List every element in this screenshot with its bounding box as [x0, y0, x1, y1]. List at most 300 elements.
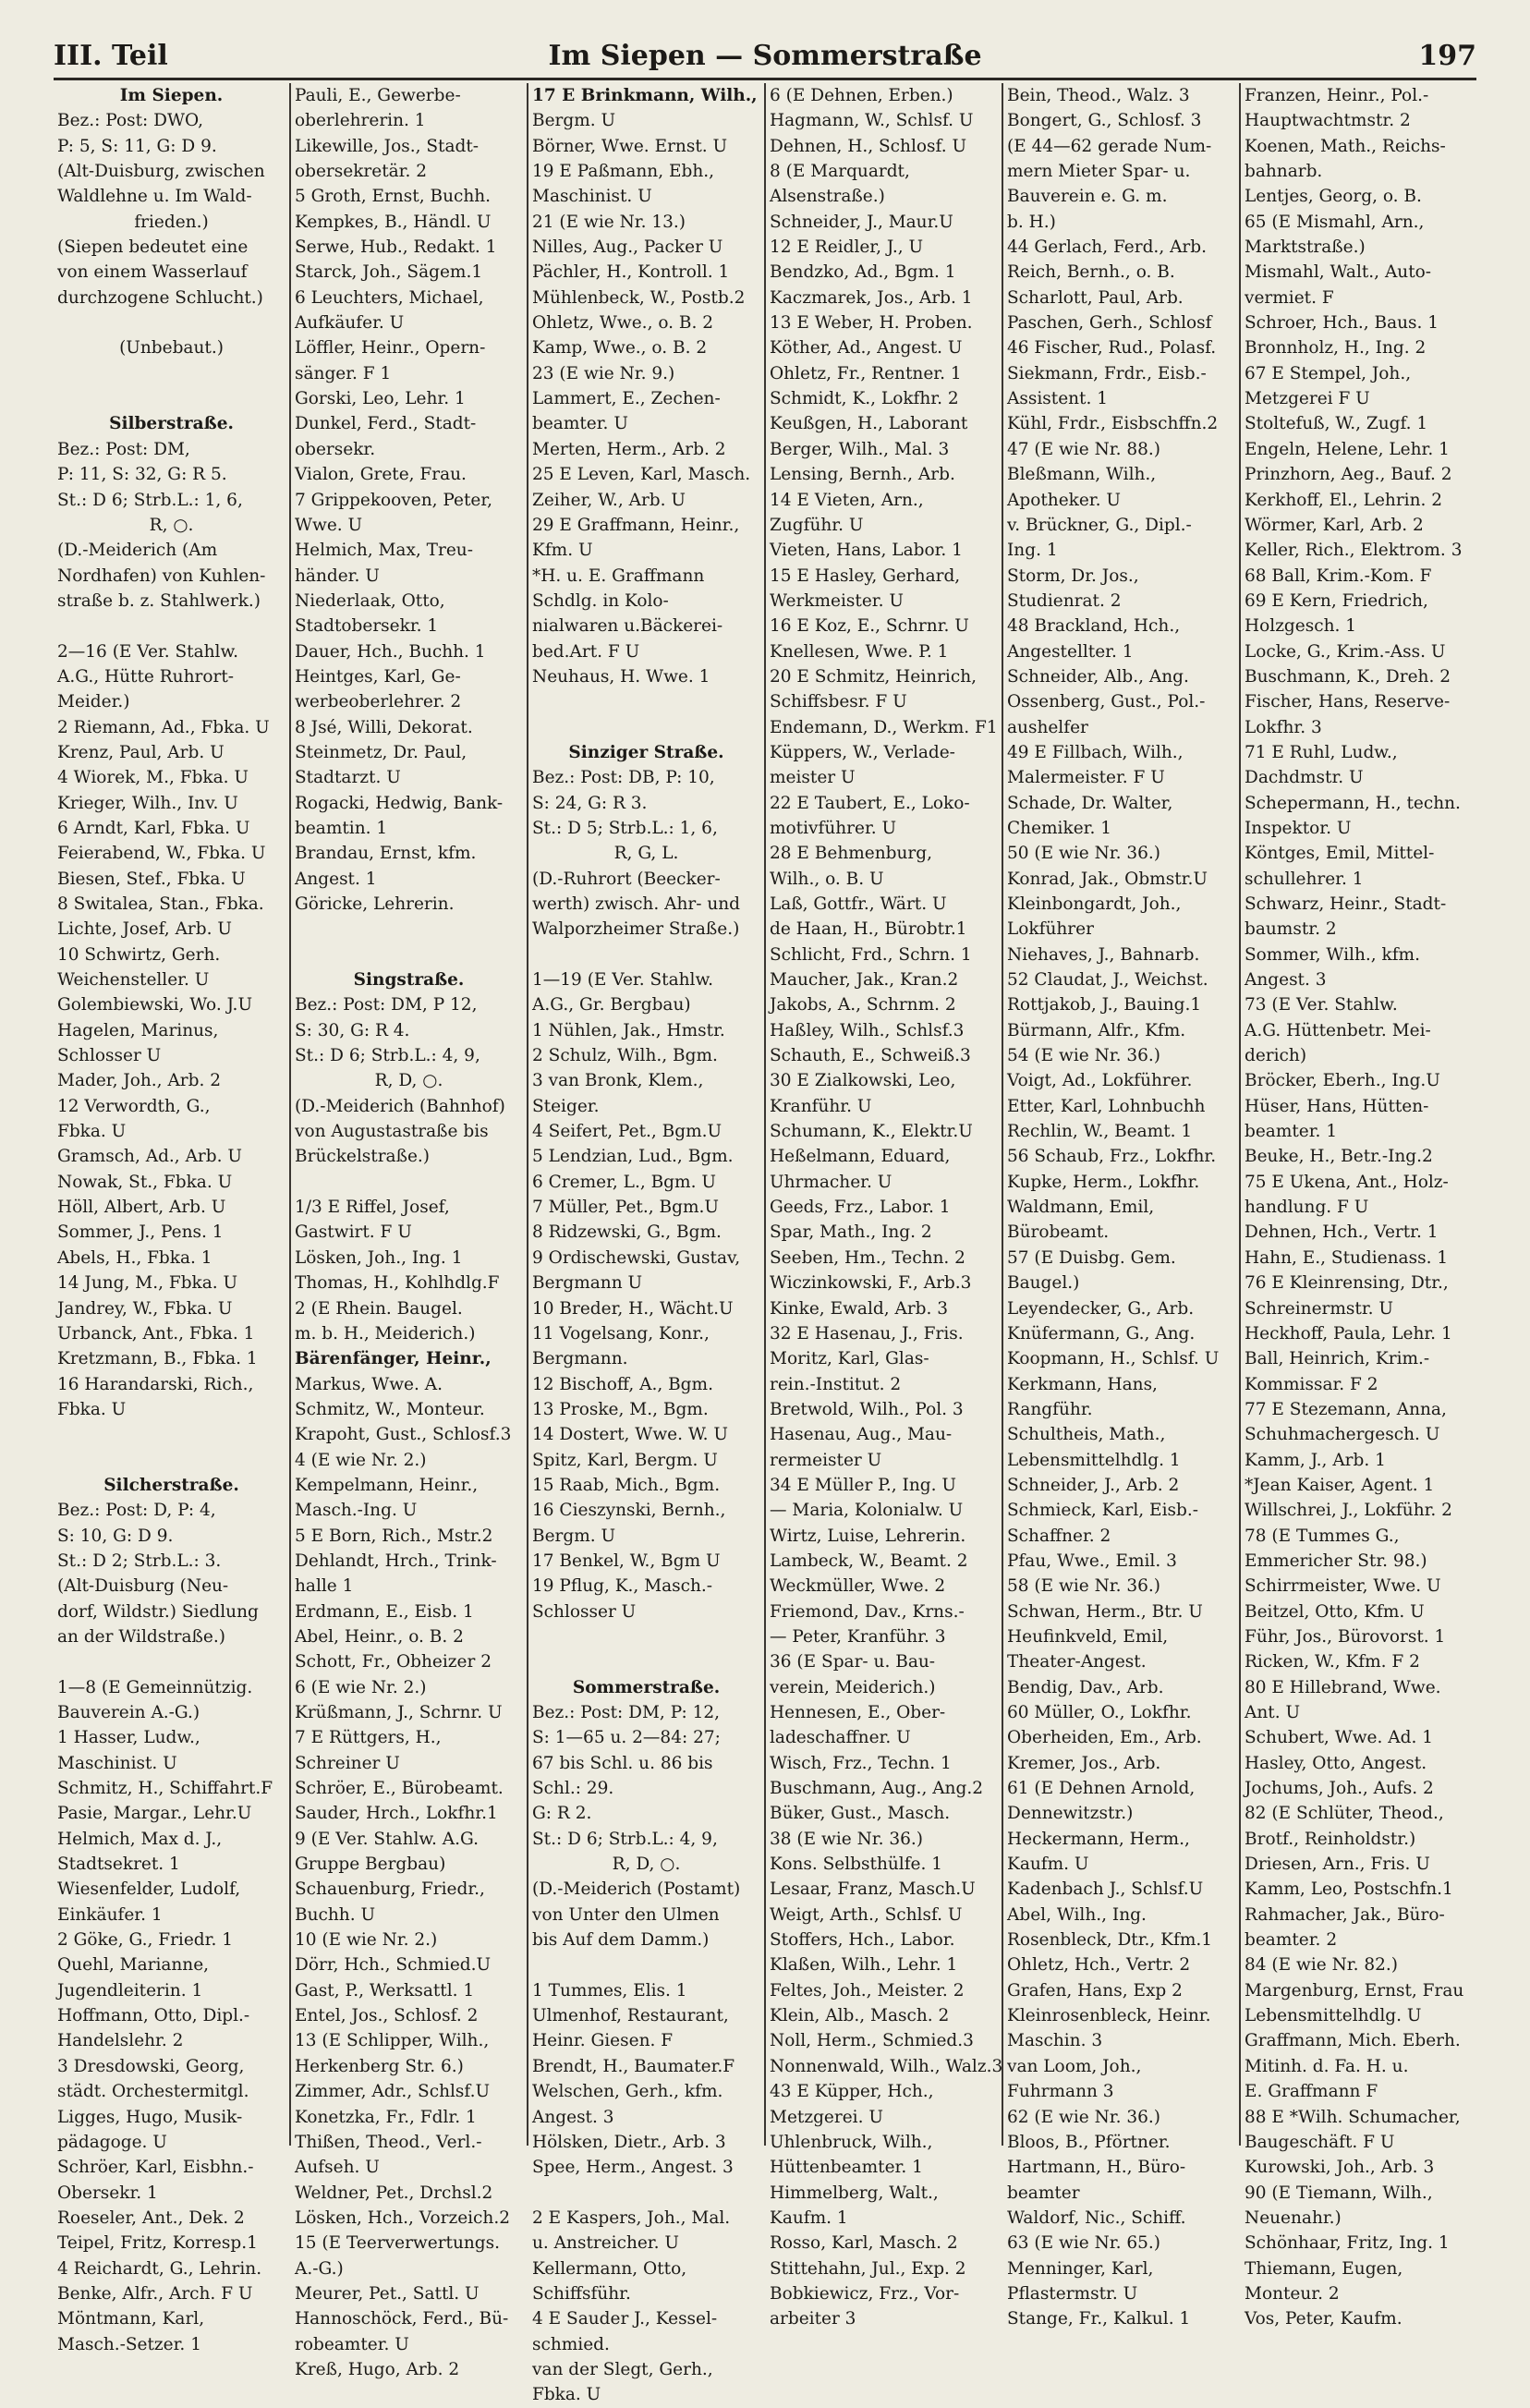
entry-line: Golembiewski, Wo. J.U: [57, 995, 253, 1015]
entry-line: Hartmann, H., Büro-: [1007, 2158, 1186, 2178]
entry-line: 36 (E Spar- u. Bau-: [770, 1652, 936, 1672]
entry-line: 4 E Sauder J., Kessel-: [532, 2309, 718, 2329]
street-heading: Singstraße.: [353, 970, 465, 991]
entry-line: Hannoschöck, Ferd., Bü-: [295, 2309, 509, 2329]
entry-line: 77 E Stezemann, Anna,: [1245, 1399, 1447, 1419]
entry-line: Zeiher, W., Arb. U: [532, 490, 686, 510]
entry-line: werbeoberlehrer. 2: [295, 692, 462, 712]
spacer: [532, 2181, 760, 2206]
entry-line: an der Wildstraße.): [57, 1626, 225, 1647]
entry-line: Rahmacher, Jak., Büro-: [1245, 1904, 1445, 1925]
entry-line: Pfau, Wwe., Emil. 3: [1007, 1551, 1177, 1571]
entry-line: Maschinist. U: [57, 1753, 177, 1773]
entry-line: A.G. Hüttenbetr. Mei-: [1245, 1020, 1431, 1040]
entry-line: Hoffmann, Otto, Dipl.-: [57, 2006, 250, 2026]
entry-line: Waldmann, Emil,: [1007, 1198, 1155, 1218]
entry-line: Siekmann, Frdr., Eisb.-: [1007, 363, 1207, 383]
entry-line: Lokführer: [1007, 919, 1094, 940]
entry-line: Kupke, Herm., Lokfhr.: [1007, 1172, 1200, 1192]
entry-line: A.-G.): [295, 2258, 344, 2279]
entry-line: oberlehrerin. 1: [295, 111, 426, 131]
entry-line: Zugführ. U: [770, 515, 864, 535]
spacer: [532, 715, 760, 740]
entry-line: 52 Claudat, J., Weichst.: [1007, 970, 1208, 991]
entry-line: Bärenfänger, Heinr.,: [295, 1349, 492, 1369]
entry-line: Kellermann, Otto,: [532, 2258, 687, 2279]
entry-line: Masch.-Setzer. 1: [57, 2334, 201, 2354]
spacer: [57, 1448, 285, 1473]
entry-line: 8 (E Marquardt,: [770, 162, 910, 182]
entry-line: beamter. 2: [1245, 1930, 1338, 1951]
entry-line: Willschrei, J., Lokführ. 2: [1245, 1501, 1452, 1521]
entry-line: Bergm. U: [532, 1526, 616, 1546]
entry-line: S: 10, G: D 9.: [57, 1526, 174, 1546]
entry-line: 29 E Graffmann, Heinr.,: [532, 515, 740, 535]
entry-line: 2 (E Rhein. Baugel.: [295, 1298, 463, 1319]
entry-line: rein.-Institut. 2: [770, 1374, 902, 1394]
entry-line: Dörr, Hch., Schmied.U: [295, 1955, 492, 1976]
entry-line: 71 E Ruhl, Ludw.,: [1245, 742, 1398, 762]
entry-line: Schuhmachergesch. U: [1245, 1425, 1440, 1445]
entry-line: Spitz, Karl, Bergm. U: [532, 1450, 718, 1470]
entry-line: 49 E Fillbach, Wilh.,: [1007, 742, 1184, 762]
entry-line: Geeds, Frz., Labor. 1: [770, 1198, 951, 1218]
entry-line: 11 Vogelsang, Konr.,: [532, 1323, 710, 1344]
entry-line: Maschin. 3: [1007, 2031, 1103, 2051]
entry-line: 3 Dresdowski, Georg,: [57, 2056, 245, 2076]
entry-line: Voigt, Ad., Lokführer.: [1007, 1071, 1193, 1091]
entry-line: Feierabend, W., Fbka. U: [57, 844, 266, 864]
entry-line: 12 Bischoff, A., Bgm.: [532, 1374, 713, 1394]
entry-line: Kaufm. U: [1007, 1855, 1089, 1875]
entry-line: Brückelstraße.): [295, 1147, 430, 1167]
entry-line: Nonnenwald, Wilh., Walz.3: [770, 2056, 1003, 2076]
entry-line: — Peter, Kranführ. 3: [770, 1626, 946, 1647]
entry-line: 8 Switalea, Stan., Fbka.: [57, 894, 264, 914]
entry-line: 15 (E Teerverwertungs.: [295, 2233, 501, 2254]
entry-line: Brandau, Ernst, kfm.: [295, 844, 477, 864]
entry-line: Schlicht, Frd., Schrn. 1: [770, 944, 972, 965]
entry-line: 23 (E wie Nr. 9.): [532, 363, 675, 383]
entry-line: Chemiker. 1: [1007, 818, 1111, 838]
entry-line: 6 Arndt, Karl, Fbka. U: [57, 818, 250, 838]
entry-line: Kons. Selbsthülfe. 1: [770, 1855, 943, 1875]
entry-line: Pasie, Margar., Lehr.U: [57, 1804, 252, 1824]
entry-line: (D.-Meiderich (Am: [57, 541, 218, 561]
entry-line: 6 (E wie Nr. 2.): [295, 1677, 427, 1697]
column-1: [54, 83, 291, 2354]
entry-line: Friemond, Dav., Krns.-: [770, 1601, 965, 1622]
entry-line: 19 Pflug, K., Masch.-: [532, 1576, 713, 1597]
entry-line: 58 (E wie Nr. 36.): [1007, 1576, 1161, 1597]
entry-line: Lebensmittelhdlg. U: [1245, 2006, 1422, 2026]
entry-line: Reich, Bernh., o. B.: [1007, 262, 1175, 283]
entry-line: Lensing, Bernh., Arb.: [770, 465, 955, 485]
entry-line: Abel, Heinr., o. B. 2: [295, 1626, 464, 1647]
entry-line: Schiffsbesr. F U: [770, 692, 907, 712]
entry-line: Zimmer, Adr., Schlsf.U: [295, 2082, 491, 2102]
entry-line: Stoffers, Hch., Labor.: [770, 1930, 955, 1951]
entry-line: Obersekr. 1: [57, 2183, 158, 2203]
spacer: [295, 917, 523, 942]
entry-line: 80 E Hillebrand, Wwe.: [1245, 1677, 1441, 1697]
entry-line: Stadtobersekr. 1: [295, 616, 439, 637]
entry-line: sänger. F 1: [295, 363, 392, 383]
entry-line: Lokfhr. 3: [1245, 717, 1322, 737]
entry-line: Feltes, Joh., Meister. 2: [770, 1980, 965, 2001]
entry-line: St.: D 5; Strb.L.: 1, 6,: [532, 818, 718, 838]
entry-line: Konetzka, Fr., Fdlr. 1: [295, 2107, 477, 2127]
entry-line: Schirrmeister, Wwe. U: [1245, 1576, 1441, 1597]
entry-line: Spee, Herm., Angest. 3: [532, 2158, 734, 2178]
entry-line: Bobkiewicz, Frz., Vor-: [770, 2283, 960, 2304]
entry-line: Markus, Wwe. A.: [295, 1374, 443, 1394]
entry-line: Buschmann, Aug., Ang.2: [770, 1779, 983, 1799]
entry-line: Lebensmittelhdlg. 1: [1007, 1450, 1181, 1470]
entry-line: halle 1: [295, 1576, 354, 1597]
entry-line: 48 Brackland, Hch.,: [1007, 616, 1181, 637]
entry-line: 62 (E wie Nr. 36.): [1007, 2107, 1161, 2127]
entry-line: Quehl, Marianne,: [57, 1955, 210, 1976]
entry-line: 2 Göke, G., Friedr. 1: [57, 1930, 233, 1951]
entry-line: 7 Grippekooven, Peter,: [295, 490, 493, 510]
entry-line: Ant. U: [1245, 1703, 1301, 1722]
entry-line: Bröcker, Eberh., Ing.U: [1245, 1071, 1440, 1091]
entry-line: Aufkäufer. U: [295, 313, 405, 334]
entry-line: Buschmann, K., Dreh. 2: [1245, 666, 1451, 687]
entry-line: Schreinermstr. U: [1245, 1298, 1393, 1319]
entry-line: Köntges, Emil, Mittel-: [1245, 844, 1435, 864]
entry-line: pädagoge. U: [57, 2132, 167, 2152]
entry-line: Bloos, B., Pförtner.: [1007, 2132, 1171, 2152]
entry-line: Hölsken, Dietr., Arb. 3: [532, 2132, 726, 2152]
entry-line: beamter: [1007, 2183, 1080, 2203]
entry-line: Stoltefuß, W., Zugf. 1: [1245, 414, 1428, 434]
column-2: [291, 83, 528, 2379]
entry-line: Klaßen, Wilh., Lehr. 1: [770, 1955, 958, 1976]
entry-line: beamtin. 1: [295, 818, 388, 838]
entry-line: Marktstraße.): [1245, 237, 1366, 258]
entry-line: Entel, Jos., Schlosf. 2: [295, 2006, 479, 2026]
entry-line: 3 van Bronk, Klem.,: [532, 1071, 704, 1091]
entry-line: Kadenbach J., Schlsf.U: [1007, 1879, 1204, 1900]
entry-line: E. Graffmann F: [1245, 2082, 1378, 2102]
entry-line: 1—19 (E Ver. Stahlw.: [532, 970, 713, 991]
entry-line: Baugeschäft. F U: [1245, 2132, 1395, 2152]
entry-line: 12 E Reidler, J., U: [770, 237, 924, 258]
entry-line: Rogacki, Hedwig, Bank-: [295, 793, 504, 813]
street-heading: Im Siepen.: [119, 86, 224, 105]
entry-line: Bendig, Dav., Arb.: [1007, 1677, 1164, 1697]
entry-line: 13 Proske, M., Bgm.: [532, 1399, 709, 1419]
entry-line: Dennewitzstr.): [1007, 1804, 1134, 1824]
entry-line: 10 Schwirtz, Gerh.: [57, 944, 221, 965]
spacer: [57, 310, 285, 335]
entry-line: S: 1—65 u. 2—84: 27;: [532, 1728, 721, 1748]
entry-line: Weichensteller. U: [57, 970, 210, 991]
entry-line: 17 E Brinkmann, Wilh.,: [532, 86, 758, 105]
entry-line: Krieger, Wilh., Inv. U: [57, 793, 238, 813]
entry-line: Handelslehr. 2: [57, 2031, 184, 2051]
entry-line: Einkäufer. 1: [57, 1904, 163, 1925]
entry-line: 69 E Kern, Friedrich,: [1245, 590, 1428, 611]
entry-line: Schl.: 29.: [532, 1779, 614, 1799]
entry-line: 17 Benkel, W., Bgm U: [532, 1551, 721, 1571]
entry-line: 6 Cremer, L., Bgm. U: [532, 1172, 716, 1192]
entry-line: *Jean Kaiser, Agent. 1: [1245, 1475, 1435, 1495]
entry-line: Mühlenbeck, W., Postb.2: [532, 287, 746, 308]
entry-line: Schröer, E., Bürobeamt.: [295, 1779, 504, 1799]
entry-line: Dehnen, H., Schlosf. U: [770, 136, 967, 156]
entry-line: Bez.: Post: DM, P 12,: [295, 995, 478, 1015]
entry-line: 20 E Schmitz, Heinrich,: [770, 666, 977, 687]
entry-line: Werkmeister. U: [770, 590, 904, 611]
entry-line: Lammert, E., Zechen-: [532, 389, 721, 409]
entry-line: Sauder, Hrch., Lokfhr.1: [295, 1804, 498, 1824]
entry-line: Kaczmarek, Jos., Arb. 1: [770, 287, 973, 308]
entry-line: Führ, Jos., Bürovorst. 1: [1245, 1626, 1446, 1647]
column-4: [766, 83, 1003, 2329]
entry-line: Wörmer, Karl, Arb. 2: [1245, 515, 1424, 535]
entry-line: Schmidt, K., Lokfhr. 2: [770, 389, 959, 409]
entry-line: 60 Müller, O., Lokfhr.: [1007, 1703, 1192, 1722]
entry-line: de Haan, H., Bürobtr.1: [770, 919, 967, 940]
spacer: [295, 943, 523, 967]
entry-line: 5 E Born, Rich., Mstr.2: [295, 1526, 493, 1546]
entry-line: Hagelen, Marinus,: [57, 1020, 219, 1040]
entry-line: 1 Tummes, Elis. 1: [532, 1980, 687, 2001]
entry-line: Theater-Angest.: [1007, 1652, 1147, 1672]
entry-line: Sommer, Wilh., kfm.: [1245, 944, 1420, 965]
entry-line: Krüßmann, J., Schrnr. U: [295, 1703, 503, 1722]
entry-line: Schreiner U: [295, 1753, 400, 1773]
entry-line: Spar, Math., Ing. 2: [770, 1222, 932, 1243]
entry-line: R, G, L.: [613, 844, 679, 864]
entry-line: 54 (E wie Nr. 36.): [1007, 1046, 1161, 1066]
entry-line: 68 Ball, Krim.-Kom. F: [1245, 566, 1432, 586]
entry-line: Fbka. U: [532, 2385, 601, 2405]
entry-line: Göricke, Lehrerin.: [295, 894, 455, 914]
entry-line: Steinmetz, Dr. Paul,: [295, 742, 468, 762]
entry-line: 67 E Stempel, Joh.,: [1245, 363, 1412, 383]
entry-line: 82 (E Schlüter, Theod.,: [1245, 1804, 1444, 1824]
entry-line: Rosenbleck, Dtr., Kfm.1: [1007, 1930, 1213, 1951]
entry-line: 14 Jung, M., Fbka. U: [57, 1273, 238, 1294]
entry-line: Endemann, D., Werkm. F1: [770, 717, 998, 737]
entry-line: Dauer, Hch., Buchh. 1: [295, 641, 486, 662]
entry-line: Apotheker. U: [1007, 490, 1121, 510]
entry-line: Merten, Herm., Arb. 2: [532, 439, 726, 459]
entry-line: Keußgen, H., Laborant: [770, 414, 968, 434]
entry-line: Buchh. U: [295, 1904, 376, 1925]
spacer: [532, 1649, 760, 1674]
entry-line: A.G., Hütte Ruhrort-: [57, 666, 235, 687]
entry-line: 13 (E Schlipper, Wilh.,: [295, 2031, 490, 2051]
entry-line: Konrad, Jak., Obmstr.U: [1007, 869, 1208, 889]
entry-line: Bauverein e. G. m.: [1007, 187, 1168, 207]
entry-line: Stange, Fr., Kalkul. 1: [1007, 2309, 1191, 2329]
entry-line: Pflastermstr. U: [1007, 2283, 1138, 2304]
entry-line: Neuenahr.): [1245, 2207, 1342, 2228]
entry-line: rermeister U: [770, 1450, 882, 1470]
entry-line: 21 (E wie Nr. 13.): [532, 212, 686, 232]
entry-line: Kempkes, B., Händl. U: [295, 212, 492, 232]
entry-line: Kamm, J., Arb. 1: [1245, 1450, 1386, 1470]
entry-line: Leyendecker, G., Arb.: [1007, 1298, 1195, 1319]
entry-line: Malermeister. F U: [1007, 768, 1165, 788]
entry-line: Schönhaar, Fritz, Ing. 1: [1245, 2233, 1450, 2254]
street-heading: Sinziger Straße.: [568, 742, 724, 762]
column-3: [528, 83, 766, 2405]
entry-line: 78 (E Tummes G.,: [1245, 1526, 1400, 1546]
entry-line: Krenz, Paul, Arb. U: [57, 742, 225, 762]
entry-line: werth) zwisch. Ahr- und: [532, 894, 741, 914]
entry-line: Schwarz, Heinr., Stadt-: [1245, 894, 1447, 914]
entry-line: Heßelmann, Eduard,: [770, 1147, 951, 1167]
entry-line: 9 Ordischewski, Gustav,: [532, 1247, 741, 1268]
entry-line: bis Auf dem Damm.): [532, 1930, 710, 1951]
street-heading: Sommerstraße.: [572, 1677, 721, 1697]
entry-line: obersekretär. 2: [295, 162, 428, 182]
entry-line: Likewille, Jos., Stadt-: [295, 136, 480, 156]
entry-line: Kerkhoff, El., Lehrin. 2: [1245, 490, 1443, 510]
entry-line: Margenburg, Ernst, Frau: [1245, 1980, 1464, 2001]
entry-line: Schmieck, Karl, Eisb.-: [1007, 1501, 1198, 1521]
entry-line: Urbanck, Ant., Fbka. 1: [57, 1323, 255, 1344]
entry-line: Bongert, G., Schlosf. 3: [1007, 111, 1202, 131]
entry-line: Schade, Dr. Walter,: [1007, 793, 1173, 813]
entry-line: Engeln, Helene, Lehr. 1: [1245, 439, 1450, 459]
entry-line: Börner, Wwe. Ernst. U: [532, 136, 728, 156]
entry-line: 10 Breder, H., Wächt.U: [532, 1298, 734, 1319]
entry-line: mern Mieter Spar- u.: [1007, 162, 1191, 182]
entry-line: Lösken, Joh., Ing. 1: [295, 1247, 463, 1268]
entry-line: Kamm, Leo, Postschfn.1: [1245, 1879, 1453, 1900]
entry-line: 16 Harandarski, Rich.,: [57, 1374, 254, 1394]
entry-line: Schlosser U: [532, 1601, 637, 1622]
entry-line: 47 (E wie Nr. 88.): [1007, 439, 1161, 459]
entry-line: Mitinh. d. Fa. H. u.: [1245, 2056, 1409, 2076]
entry-line: Wiesenfelder, Ludolf,: [57, 1879, 241, 1900]
entry-line: S: 30, G: R 4.: [295, 1020, 410, 1040]
entry-line: Locke, G., Krim.-Ass. U: [1245, 641, 1446, 662]
entry-line: Kleinbongardt, Joh.,: [1007, 894, 1182, 914]
entry-line: Uhrmacher. U: [770, 1172, 892, 1192]
entry-line: St.: D 6; Strb.L.: 1, 6,: [57, 490, 243, 510]
entry-line: Heufinkveld, Emil,: [1007, 1626, 1169, 1647]
entry-line: (Alt-Duisburg, zwischen: [57, 162, 265, 182]
entry-line: Kempelmann, Heinr.,: [295, 1475, 479, 1495]
entry-line: Vos, Peter, Kaufm.: [1245, 2309, 1402, 2329]
entry-line: Niederlaak, Otto,: [295, 590, 445, 611]
entry-line: van Loom, Joh.,: [1007, 2056, 1142, 2076]
entry-line: 84 (E wie Nr. 82.): [1245, 1955, 1399, 1976]
entry-line: beamter. U: [532, 414, 628, 434]
entry-line: Holzgesch. 1: [1245, 616, 1357, 637]
entry-line: S: 24, G: R 3.: [532, 793, 648, 813]
entry-line: (E 44—62 gerade Num-: [1007, 136, 1212, 156]
entry-line: Rangführ.: [1007, 1399, 1093, 1419]
entry-line: Thiemann, Eugen,: [1245, 2258, 1403, 2279]
street-heading: Silcherstraße.: [103, 1475, 239, 1495]
entry-line: 19 E Paßmann, Ebh.,: [532, 162, 714, 182]
entry-line: 4 Wiorek, M., Fbka. U: [57, 768, 249, 788]
entry-line: Heinr. Giesen. F: [532, 2031, 674, 2051]
entry-line: Hahn, E., Studienass. 1: [1245, 1247, 1449, 1268]
entry-line: Mismahl, Walt., Auto-: [1245, 262, 1432, 283]
spacer: [57, 614, 285, 638]
entry-line: Ricken, W., Kfm. F 2: [1245, 1652, 1420, 1672]
entry-line: Gramsch, Ad., Arb. U: [57, 1147, 242, 1167]
entry-line: Bein, Theod., Walz. 3: [1007, 86, 1190, 105]
entry-line: Kamp, Wwe., o. B. 2: [532, 338, 708, 359]
entry-line: (D.-Meiderich (Postamt): [532, 1879, 741, 1900]
entry-line: Meider.): [57, 692, 130, 712]
entry-line: Wisch, Frz., Techn. 1: [770, 1753, 952, 1773]
entry-line: Beitzel, Otto, Kfm. U: [1245, 1601, 1425, 1622]
entry-line: Benke, Alfr., Arch. F U: [57, 2283, 253, 2304]
entry-line: Walporzheimer Straße.): [532, 919, 740, 940]
entry-line: Kremer, Jos., Arb.: [1007, 1753, 1161, 1773]
entry-line: Koenen, Math., Reichs-: [1245, 136, 1446, 156]
entry-line: Prinzhorn, Aeg., Bauf. 2: [1245, 465, 1452, 485]
entry-line: Knellesen, Wwe. P. 1: [770, 641, 949, 662]
entry-line: Heckhoff, Paula, Lehr. 1: [1245, 1323, 1452, 1344]
entry-line: straße b. z. Stahlwerk.): [57, 590, 261, 611]
entry-line: 5 Groth, Ernst, Buchh.: [295, 187, 492, 207]
entry-line: Gruppe Bergbau): [295, 1855, 446, 1875]
column-6: [1241, 83, 1478, 2329]
entry-line: Bronnholz, H., Ing. 2: [1245, 338, 1427, 359]
entry-line: 50 (E wie Nr. 36.): [1007, 844, 1161, 864]
entry-line: von einem Wasserlauf: [57, 262, 248, 283]
entry-line: Schneider, J., Arb. 2: [1007, 1475, 1180, 1495]
entry-line: Köther, Ad., Angest. U: [770, 338, 963, 359]
entry-line: bahnarb.: [1245, 162, 1323, 182]
entry-line: Küppers, W., Verlade-: [770, 742, 955, 762]
entry-line: Ulmenhof, Restaurant,: [532, 2006, 729, 2026]
entry-line: Heintges, Karl, Ge-: [295, 666, 461, 687]
entry-line: 10 (E wie Nr. 2.): [295, 1930, 438, 1951]
entry-line: m. b. H., Meiderich.): [295, 1323, 476, 1344]
entry-line: meister U: [770, 768, 856, 788]
entry-line: 73 (E Ver. Stahlw.: [1245, 995, 1398, 1015]
entry-line: Wirtz, Luise, Lehrerin.: [770, 1526, 966, 1546]
entry-line: Angest. 1: [295, 869, 377, 889]
entry-line: 14 Dostert, Wwe. W. U: [532, 1425, 729, 1445]
entry-line: von Unter den Ulmen: [532, 1904, 720, 1925]
entry-line: 4 (E wie Nr. 2.): [295, 1450, 427, 1470]
entry-line: Baugel.): [1007, 1273, 1080, 1294]
entry-line: Steiger.: [532, 1096, 600, 1116]
entry-line: Ball, Heinrich, Krim.-: [1245, 1349, 1430, 1369]
entry-line: Hasley, Otto, Angest.: [1245, 1753, 1427, 1773]
entry-line: 56 Schaub, Frz., Lokfhr.: [1007, 1147, 1217, 1167]
entry-line: Fbka. U: [57, 1399, 127, 1419]
entry-line: Angestellter. 1: [1007, 641, 1134, 662]
page-number: 197: [1418, 40, 1476, 72]
entry-line: ladeschaffner. U: [770, 1728, 911, 1748]
entry-line: Lichte, Josef, Arb. U: [57, 919, 232, 940]
entry-line: Welschen, Gerh., kfm.: [532, 2082, 723, 2102]
entry-line: Weckmüller, Wwe. 2: [770, 1576, 946, 1597]
entry-line: derich): [1245, 1046, 1307, 1066]
entry-line: Niehaves, J., Bahnarb.: [1007, 944, 1200, 965]
street-heading: Silberstraße.: [109, 414, 234, 434]
entry-line: Heckermann, Herm.,: [1007, 1829, 1190, 1849]
entry-line: 2 Riemann, Ad., Fbka. U: [57, 717, 270, 737]
entry-line: arbeiter 3: [770, 2309, 856, 2329]
